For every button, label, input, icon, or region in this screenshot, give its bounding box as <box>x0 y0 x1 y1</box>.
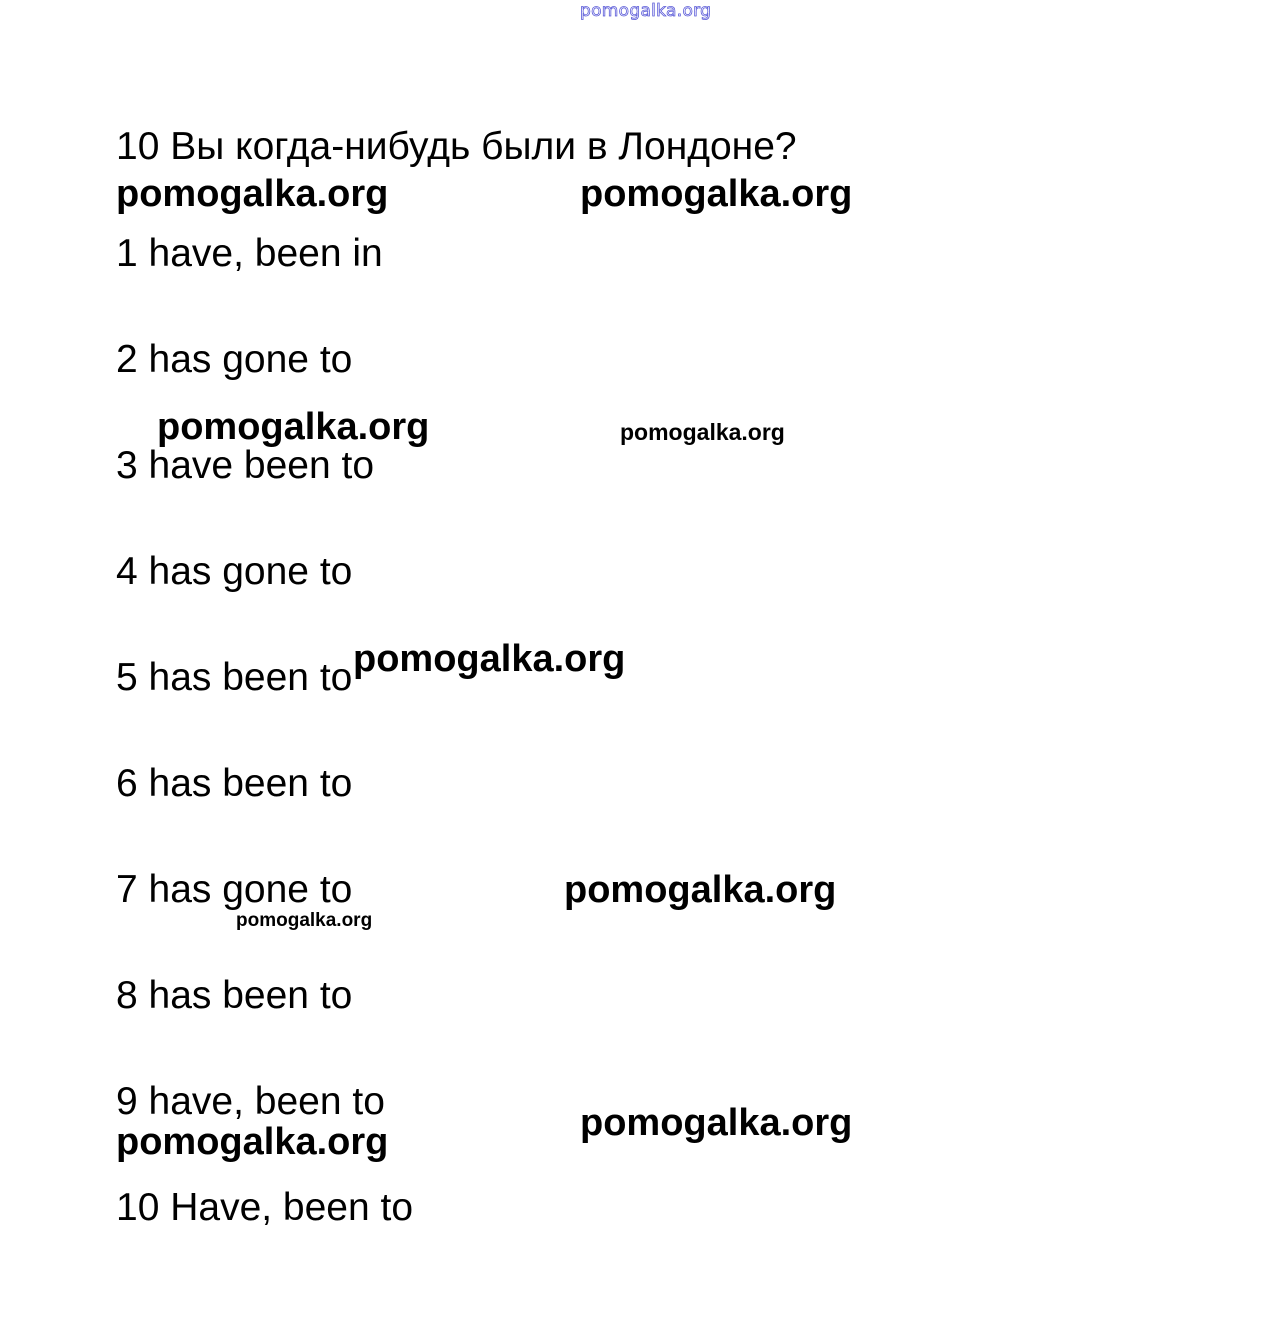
answer-item-4: 4 has gone to <box>116 550 353 593</box>
answer-item-8: 8 has been to <box>116 974 353 1017</box>
watermark: pomogalka.org <box>353 638 626 680</box>
answer-item-9: 9 have, been to <box>116 1080 385 1123</box>
exercise-title: 10 Вы когда-нибудь были в Лондоне? <box>116 125 797 168</box>
top-site-watermark: pomogalka.org <box>580 1 712 21</box>
answer-item-3: 3 have been to <box>116 444 375 487</box>
watermark: pomogalka.org <box>580 1102 853 1144</box>
watermark: pomogalka.org <box>116 173 389 215</box>
watermark: pomogalka.org <box>620 419 785 445</box>
answer-item-7: 7 has gone to <box>116 868 353 911</box>
answer-item-10: 10 Have, been to <box>116 1186 414 1229</box>
watermark: pomogalka.org <box>116 1121 389 1163</box>
watermark: pomogalka.org <box>580 173 853 215</box>
answer-item-1: 1 have, been in <box>116 232 383 275</box>
answer-item-2: 2 has gone to <box>116 338 353 381</box>
answer-item-5: 5 has been to <box>116 656 353 699</box>
watermark: pomogalka.org <box>157 406 430 448</box>
watermark: pomogalka.org <box>564 869 837 911</box>
answer-item-6: 6 has been to <box>116 762 353 805</box>
watermark: pomogalka.org <box>236 910 373 931</box>
